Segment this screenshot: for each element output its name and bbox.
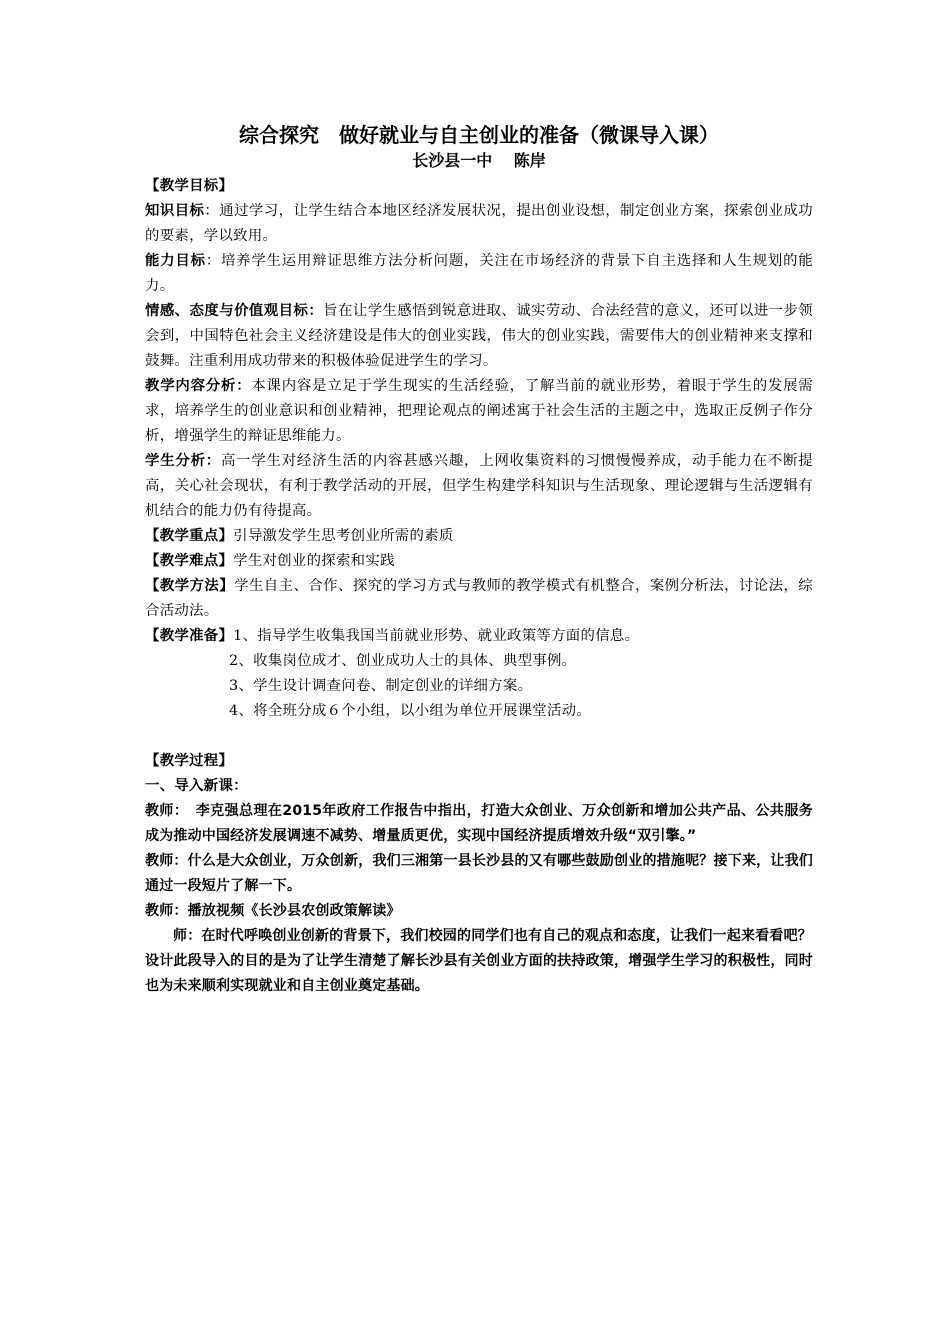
key-point-label: 【教学重点】 — [145, 528, 234, 544]
prep-label: 【教学准备】 — [145, 628, 234, 644]
teacher-indented-paragraph: 师：在时代呼唤创业创新的背景下，我们校园的同学们也有自己的观点和态度，让我们一起来看看吧？ — [173, 928, 812, 944]
spacer — [145, 724, 813, 749]
knowledge-goal-paragraph — [145, 199, 813, 249]
prep-item: 2、收集岗位成才、创业成功人士的具体、典型事例。 — [229, 653, 577, 669]
emotion-goal-text: 旨在让学生感悟到锐意进取、诚实劳动、合法经营的意义，还可以进一步领会到，中国特色社会主义经济建设是伟大的创业实践，伟大的创业实践，需要伟大的创业精神来支撑和鼓舞。注重利用成功带来的积极体验促进学生的学习。 — [145, 303, 813, 369]
difficulty-text: 学生对创业的探索和实践 — [233, 553, 395, 569]
document-page — [145, 122, 813, 999]
emotion-goal-paragraph — [145, 299, 813, 374]
difficulty-label: 【教学难点】 — [145, 553, 234, 569]
prep-paragraph — [145, 624, 813, 649]
method-text: 学生自主、合作、探究的学习方式与教师的教学模式有机整合，案例分析法，讨论法，综合活动法。 — [145, 578, 813, 619]
prep-item: 1、指导学生收集我国当前就业形势、就业政策等方面的信息。 — [233, 628, 640, 644]
knowledge-goal-label: 知识目标 — [145, 203, 205, 219]
section1-heading: 一、导入新课： — [145, 778, 248, 794]
method-paragraph — [145, 574, 813, 624]
design-purpose-paragraph: 设计此段导入的目的是为了让学生清楚了解长沙县有关创业方面的扶持政策，增强学生学习的积极性，同时也为未来顺利实现就业和自主创业奠定基础。 — [145, 953, 813, 994]
student-analysis-text: 高一学生对经济生活的内容甚感兴趣，上网收集资料的习惯慢慢养成，动手能力在不断提高，关心社会现状，有利于教学活动的开展，但学生构建学科知识与生活现象、理论逻辑与生活逻辑有机结合的能力仍有待提高。 — [145, 453, 813, 519]
document-author: 长沙县一中 陈岸 — [412, 151, 546, 170]
key-point-text: 引导激发学生思考创业所需的素质 — [233, 528, 454, 544]
difficulty-paragraph — [145, 549, 813, 574]
process-paragraph: 教师： 李克强总理在2015年政府工作报告中指出，打造大众创业、万众创新和增加公共产品、公共服务成为推动中国经济发展调速不减势、增量质更优，实现中国经济提质增效升级“双引擎。” — [145, 803, 813, 844]
ability-goal-label: 能力目标 — [145, 253, 206, 269]
prep-item: 4、将全班分成６个小组，以小组为单位开展课堂活动。 — [229, 703, 592, 719]
emotion-goal-label: 情感、态度与价值观目标： — [145, 303, 324, 319]
method-label: 【教学方法】 — [145, 578, 235, 594]
student-analysis-label: 学生分析： — [145, 453, 221, 469]
content-analysis-paragraph — [145, 374, 813, 449]
process-paragraph: 教师：播放视频《长沙县农创政策解读》 — [145, 903, 401, 919]
student-analysis-paragraph — [145, 449, 813, 524]
content-analysis-label: 教学内容分析： — [145, 378, 252, 394]
document-title: 综合探究 做好就业与自主创业的准备（微课导入课） — [239, 123, 719, 147]
ability-goal-paragraph — [145, 249, 813, 299]
key-point-paragraph — [145, 524, 813, 549]
process-heading: 【教学过程】 — [145, 753, 234, 769]
process-paragraph: 教师：什么是大众创业，万众创新，我们三湘第一县长沙县的又有哪些鼓励创业的措施呢？接下来，让我们通过一段短片了解一下。 — [145, 853, 813, 894]
knowledge-goal-text: ：通过学习，让学生结合本地区经济发展状况，提出创业设想，制定创业方案，探索创业成功的要素，学以致用。 — [145, 203, 813, 244]
ability-goal-text: ：培养学生运用辩证思维方法分析问题，关注在市场经济的背景下自主选择和人生规划的能力。 — [145, 253, 813, 294]
goals-heading: 【教学目标】 — [145, 178, 234, 194]
prep-item: 3、学生设计调查问卷、制定创业的详细方案。 — [229, 678, 533, 694]
content-analysis-text: 本课内容是立足于学生现实的生活经验，了解当前的就业形势，着眼于学生的发展需求，培养学生的创业意识和创业精神，把理论观点的阐述寓于社会生活的主题之中，选取正反例子作分析，增强学生的辩证思维能力。 — [145, 378, 813, 444]
